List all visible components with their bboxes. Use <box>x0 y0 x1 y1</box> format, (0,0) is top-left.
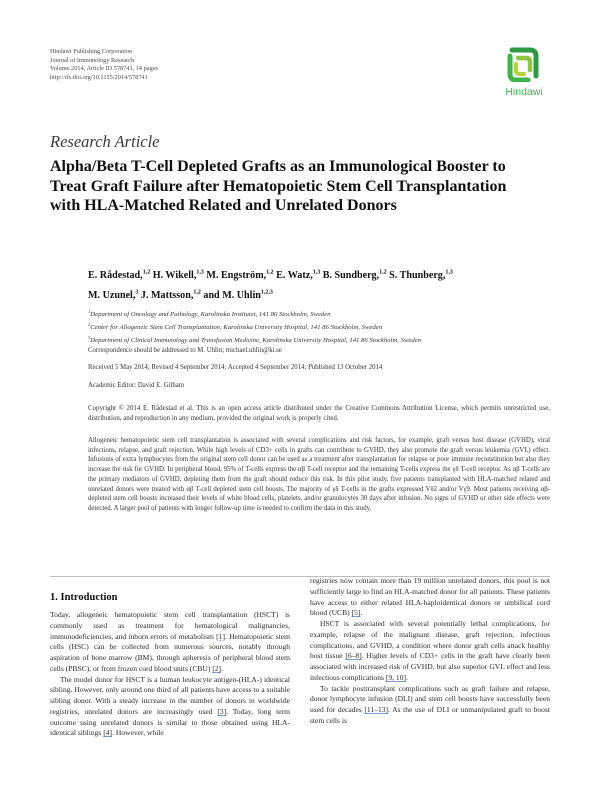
hindawi-wordmark: Hindawi <box>505 86 543 98</box>
article-title: Alpha/Beta T-Cell Depleted Grafts as an Immunological Booster to Treat Graft Failure after Hematopoietic Stem Cell Transplantation with HLA-Matched Related and Unrelated Donors <box>50 158 507 214</box>
author: E. Rådestad,$^{1,2}$ <box>88 270 151 282</box>
journal-name: Journal of Immunology Research <box>50 56 135 64</box>
hindawi-logo-icon <box>496 44 552 82</box>
author: M. Uzunel,$^3$ <box>88 289 139 301</box>
body-column-right <box>310 576 550 727</box>
copyright-notice: Copyright © 2014 E. Rådestad et al. This is an open access article distributed under the Creative Commons Attribution License, which permits unrestricted use, distribution, and reproduction in any medium, provided the original work is properly cited. <box>88 405 550 422</box>
publication-dates: Received 5 May 2014; Revised 4 September 2014; Accepted 4 September 2014; Published 13 October 2014 <box>88 364 383 371</box>
doi-link[interactable]: http://dx.doi.org/10.1155/2014/578741 <box>50 73 148 81</box>
citation-link[interactable]: [4] <box>103 728 113 738</box>
citation-link[interactable]: [1] <box>216 631 225 641</box>
article-type: Research Article <box>50 132 160 151</box>
author: J. Mattsson,$^{1,2}$ <box>140 289 201 301</box>
author: E. Watz,$^{1,3}$ <box>276 270 321 282</box>
section-heading: 1. Introduction <box>50 592 118 603</box>
academic-editor: Academic Editor: David E. Gilham <box>88 382 185 389</box>
citation-link[interactable]: [6–8] <box>345 651 362 661</box>
citation-link[interactable]: [11–13] <box>364 705 389 714</box>
citation-link[interactable]: [2] <box>212 663 222 673</box>
volume-line: Volume 2014, Article ID 578741, 14 pages <box>50 65 158 73</box>
affiliation: $^1$Department of Oncology and Pathology, Karolinska Institutet, 141 86 Stockholm, Sweden <box>88 309 331 319</box>
paragraph: To tackle posttransplant complications such as graft failure and relapse, donor lymphocyte infusion (DLI) and stem cell boosts have successfully been used for decades [11–13]. As the use of DLI or unmanipulated graft to boost stem cells is <box>310 683 550 725</box>
author: M. Engström,$^{1,2}$ <box>206 270 274 282</box>
citation-link[interactable]: [5] <box>351 608 361 618</box>
affiliation: $^2$Center for Allogeneic Stem Cell Transplantation, Karolinska University Hospital, 141 86 Stockholm, Sweden <box>88 322 383 332</box>
abstract: Allogeneic hematopoietic stem cell transplantation is associated with several complications and risk factors, for example, graft versus host disease (GVHD), viral infections, relapse, and graft rejection. While high levels of CD3+ cells in grafts can contribute to GVHD, they also promote the graft versus leukemia (GVL) effect. Infusions of extra lymphocytes from the original stem cell donor can be used as a treatment after transplantation for relapse or poor immune reconstitution but also they increase the risk for GVHD. In peripheral blood, 95% of T-cells express the αβ T-cell receptor and the remaining T-cells express the γδ T-cell receptor. As αβ T-cells are the primary mediators of GVHD, depleting them from the graft should reduce this risk. In this pilot study, five patients transplanted with HLA-matched related and unrelated donors were treated with αβ T-cell depleted stem cell boosts. The majority of γδ T-cells in the grafts expressed Vδ2 and/or Vγ9. Most patients receiving αβ-depleted stem cell boosts increased their levels of white blood cells, platelets, and/or granulocytes 30 days after infusion. No signs of GVHD or other side effects were detected. A larger pool of patients with longer follow-up time is needed to confirm the data in this study. <box>88 437 550 512</box>
paragraph: The model donor for HSCT is a human leukocyte antigen-(HLA-) identical sibling. However, only around one third of all patients have access to a suitable sibling donor. With a steady increase in the number of donors in worldwide registries, unrelated donors are increasingly used [3]. Today, long term outcome using unrelated donors is similar to those obtained using HLA-identical siblings [4]. However, while <box>50 674 290 738</box>
author: S. Thunberg,$^{1,3}$ <box>389 270 453 282</box>
paragraph: HSCT is associated with several potentially lethal complications, for example, relapse of the malignant disease, graft rejection, infectious complications, and GVHD, a condition where donor graft cells attack healthy host tissue [6–8]. Higher levels of CD3+ cells in the graft have clearly been associated with increased risk of GVHD, but also superior GVL effect and less infectious complications [9, 10]. <box>310 619 550 682</box>
affiliation: $^3$Department of Clinical Immunology and Transfusion Medicine, Karolinska University Hospital, 141 86 Stockholm, Sweden <box>88 335 422 345</box>
author: B. Sundberg,$^{1,2}$ <box>322 270 387 282</box>
correspondence: Correspondence should be addressed to M. Uhlin; michael.uhlin@ki.se <box>88 347 282 354</box>
publisher-name: Hindawi Publishing Corporation <box>50 48 133 55</box>
paragraph: registries now contain more than 19 million unrelated donors, this pool is not sufficiently large to find an HLA-matched donor for all patients. These patients have access to either related HLA-haploidentical donors or umbilical cord blood (UCB) [5]. <box>310 576 550 618</box>
author: H. Wikell,$^{1,3}$ <box>152 270 204 282</box>
author-list <box>88 265 528 304</box>
affiliations <box>88 307 548 346</box>
journal-header <box>50 48 158 82</box>
body-column-left <box>50 610 290 739</box>
citation-link[interactable]: [9, 10] <box>385 672 406 682</box>
paragraph: Today, allogeneic hematopoietic stem cell transplantation (HSCT) is commonly used as treatment for hematological malignancies, immunodeficiencies, and inborn errors of metabolism [1]. Hematopoietic stem cells (HSC) can be collected from numerous sources, notably through aspiration of bone marrow (BM), through apheresis of peripheral blood stem cells (PBSC), or from frozen cord blood units (CBU) [2]. <box>50 610 290 673</box>
citation-link[interactable]: [3] <box>217 706 227 716</box>
author: and M. Uhlin$^{1,2,3}$ <box>203 289 273 301</box>
hindawi-logo <box>496 44 552 98</box>
